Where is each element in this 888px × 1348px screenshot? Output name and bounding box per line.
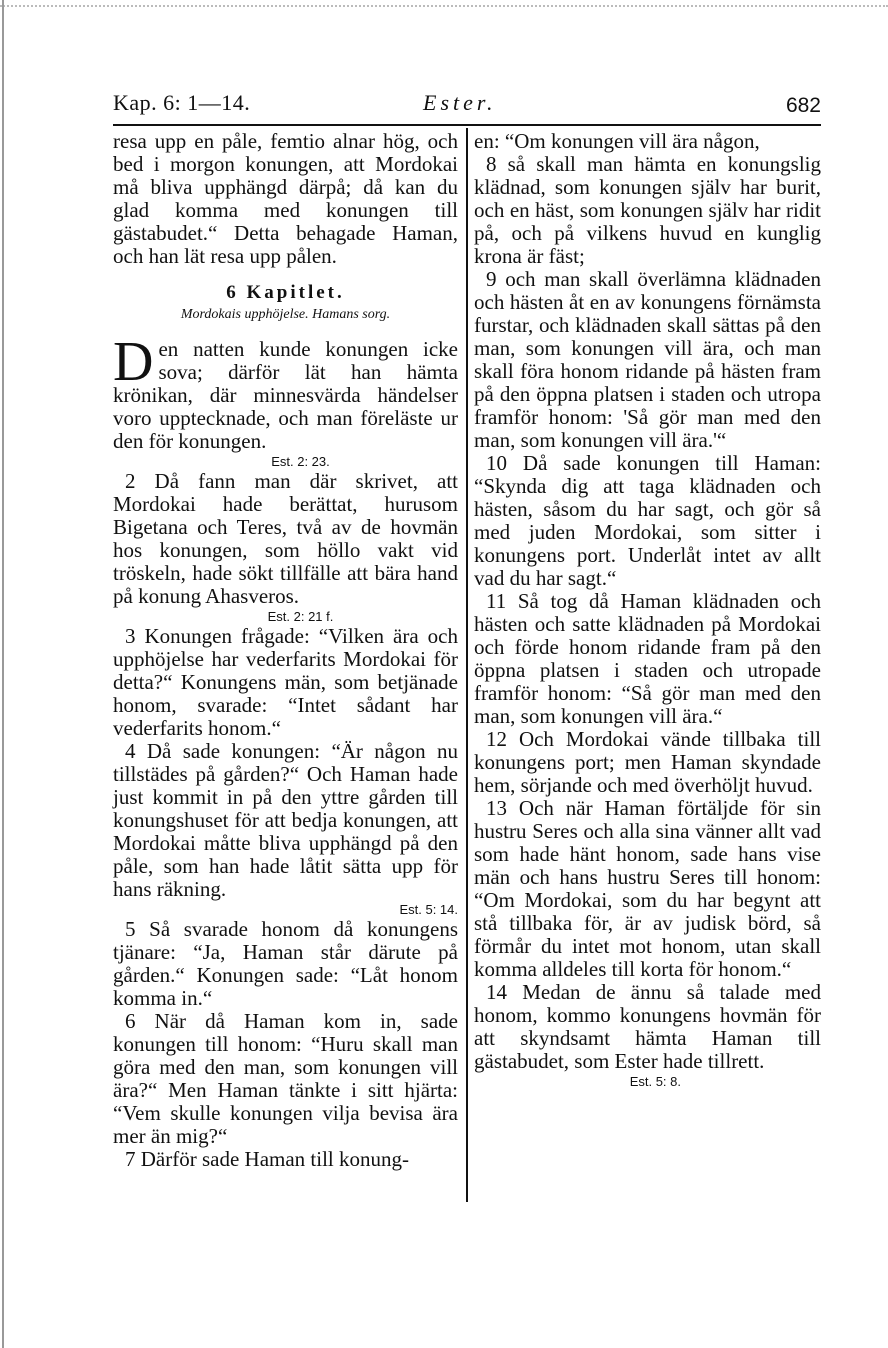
verse-14: 14 Medan de ännu så talade med honom, kommo konungens hovmän för att skyndsamt hämta Haman till gästabudet, som Ester hade tillrett. xyxy=(474,980,821,1073)
verse-13: 13 Och när Haman förtäljde för sin hustru Seres och alla sina vänner allt vad som hade hänt honom, sade hans vise män och hans hustru Seres till honom: “Om Mordokai, som du har begynt att stå tillbaka för, är av judisk börd, så förmår du intet mot honom, utan skall komma alldeles till korta för honom.“ xyxy=(474,796,821,981)
verse-7: 7 Därför sade Haman till konung- xyxy=(125,1147,410,1171)
cross-reference: Est. 2: 21 f. xyxy=(267,609,334,624)
scan-top-edge xyxy=(0,5,888,7)
column-divider xyxy=(466,128,468,1202)
page-number: 682 xyxy=(785,94,821,117)
verse-5: 5 Så svarade honom då konungens tjänare: “Ja, Haman står därute på gården.“ Konungen sade: “Låt honom komma in.“ xyxy=(113,917,458,1010)
running-header xyxy=(113,86,821,120)
cross-reference: Est. 5: 8. xyxy=(629,1074,681,1089)
verse-11: 11 Så tog då Haman klädnaden och hästen och satte klädnaden på Mordokai och förde honom ridande fram på den öppna platsen i staden och utropade framför honom: “Så gör man med den man, som konungen vill ära.“ xyxy=(474,589,821,728)
scan-left-edge xyxy=(2,0,4,1348)
verse-3: 3 Konungen frågade: “Vilken ära och upphöjelse har vederfarits Mordokai för detta?“ Konungens män, som betjänade honom, svarade: “Intet sådant har vederfarits honom.“ xyxy=(113,624,458,740)
chapter-subtitle: Mordokais upphöjelse. Hamans sorg. xyxy=(180,307,391,322)
verse-9: 9 och man skall överlämna klädnaden och hästen åt en av konungens förnämsta furstar, och klädnaden skall sättas på den man, som konungen vill ära, och man skall föra honom ridande på hästen fram på den öppna platsen i staden och utropa framför honom: 'Så gör man med den man, som konungen vill ära.'“ xyxy=(474,267,821,452)
right-column xyxy=(474,130,821,1090)
verse-6: 6 När då Haman kom in, sade konungen till honom: “Huru skall man göra med den man, som konungen vill ära?“ Men Haman tänkte i sitt hjärta: “Vem skulle konungen vilja bevisa ära mer än mig?“ xyxy=(113,1009,458,1148)
verse-10: 10 Då sade konungen till Haman: “Skynda dig att taga klädnaden och hästen, såsom du har sagt, och gör så med juden Mordokai, som sitter i konungens port. Underlåt intet av allt vad du har sagt.“ xyxy=(474,451,821,590)
chapter-heading: 6 Kapitlet. xyxy=(226,282,345,303)
verse-4: 4 Då sade konungen: “Är någon nu tillstädes på gården?“ Och Haman hade just kommit in på den yttre gården till konungshuset för att bedja konungen, att Mordokai måtte bliva upphängd på den påle, som han hade låtit sätta upp för hans räkning. xyxy=(113,739,458,901)
header-rule xyxy=(113,124,821,126)
cross-reference: Est. 5: 14. xyxy=(399,902,458,917)
chapter-reference: Kap. 6: 1—14. xyxy=(113,90,251,115)
continued-text: en: “Om konungen vill ära någon, xyxy=(474,129,760,153)
verse-8: 8 så skall man hämta en konungslig klädnad, som konungen själv har burit, och en häst, som konungen själv har ridit på, och på vilkens huvud en kunglig krona är fäst; xyxy=(474,152,821,268)
left-column xyxy=(113,130,458,1171)
verse-12: 12 Och Mordokai vände tillbaka till konungens port; men Haman skyndade hem, sörjande och med överhöljt huvud. xyxy=(474,727,821,797)
drop-cap: D xyxy=(113,331,154,393)
book-title: Ester. xyxy=(423,90,497,115)
continued-text: resa upp en påle, femtio alnar hög, och bed i morgon konungen, att Mordokai må bliva upphängd därpå; då kan du glad komma med konungen till gästabudet.“ Detta behagade Haman, och han lät resa upp pålen. xyxy=(113,129,458,268)
cross-reference: Est. 2: 23. xyxy=(271,454,330,469)
verse-2: 2 Då fann man där skrivet, att Mordokai hade berättat, hurusom Bigetana och Teres, två av de hovmän hos konungen, som höllo vakt vid tröskeln, hade sökt tillfälle att bära hand på konung Ahasveros. xyxy=(113,469,458,608)
verse-1 xyxy=(113,331,458,453)
verse-1-text: en natten kunde konungen icke sova; därför lät han hämta krönikan, där minnesvärda händelser voro upptecknade, och man föreläste ur den för konungen. xyxy=(113,337,458,453)
